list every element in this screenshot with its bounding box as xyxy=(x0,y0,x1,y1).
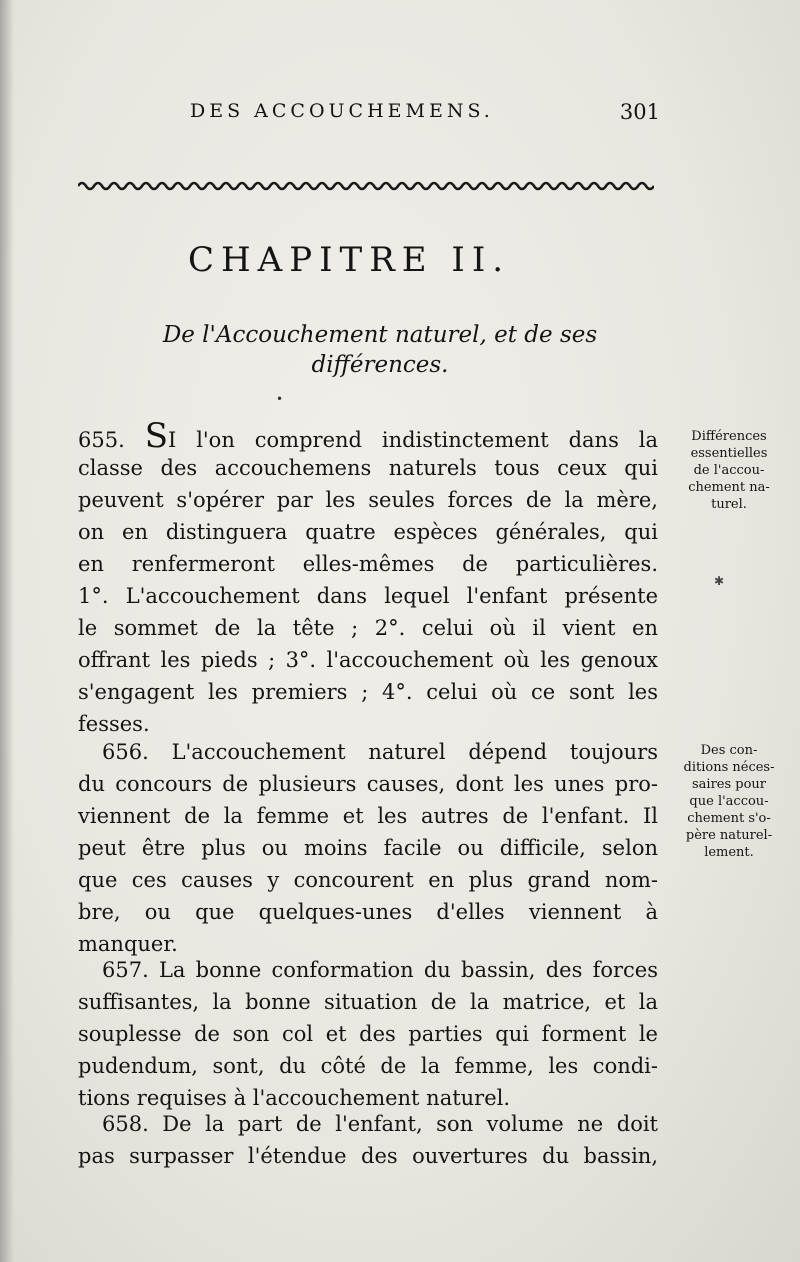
margin-note-line: Différences xyxy=(691,429,767,444)
paragraph-line: du concours de plusieurs causes, dont les unes pro- xyxy=(78,772,658,796)
subtitle-line: De l'Accouchement naturel, et de ses xyxy=(162,322,598,348)
margin-note-line: essentielles xyxy=(690,446,768,461)
page-gutter-shadow xyxy=(0,0,14,1262)
paragraph-line: tions requises à l'accouchement naturel. xyxy=(78,1086,511,1110)
paragraph-line: 656. L'accouchement naturel dépend toujours xyxy=(102,740,658,764)
chapter-title: CHAPITRE II. xyxy=(188,240,511,280)
paragraph-657 xyxy=(78,954,658,986)
margin-note-line: que l'accou- xyxy=(689,794,769,809)
paragraph-first-line: I l'on comprend indistinctement dans la xyxy=(167,428,658,452)
paragraph-line: fesses. xyxy=(78,712,150,736)
margin-note-656 xyxy=(662,742,796,861)
paragraph-line: on en distinguera quatre espèces générales, qui xyxy=(78,520,658,544)
paragraph-656 xyxy=(78,736,658,768)
chapter-subtitle xyxy=(100,320,660,380)
paragraph-line xyxy=(78,416,658,456)
paragraph-line: pas surpasser l'étendue des ouvertures du bassin, xyxy=(78,1144,658,1168)
margin-note-line: turel. xyxy=(711,497,747,512)
margin-note-655 xyxy=(662,428,796,513)
paragraph-line: souplesse de son col et des parties qui forment le xyxy=(78,1022,658,1046)
paragraph-line: pudendum, sont, du côté de la femme, les condi- xyxy=(78,1054,658,1078)
ornamental-rule xyxy=(78,180,654,192)
margin-note-line: de l'accou- xyxy=(693,463,765,478)
paragraph-line: peuvent s'opérer par les seules forces de la mère, xyxy=(78,488,658,512)
paragraph-line: viennent de la femme et les autres de l'enfant. Il xyxy=(78,804,658,828)
paragraph-655 xyxy=(78,416,658,740)
paragraph-line: suffisantes, la bonne situation de la matrice, et la xyxy=(78,990,658,1014)
subtitle-line: différences. xyxy=(311,352,449,378)
paragraph-number: 655. xyxy=(78,428,145,452)
paragraph-line: que ces causes y concourent en plus grand nom- xyxy=(78,868,658,892)
margin-note-line: chement s'o- xyxy=(687,811,771,826)
paragraph-657-body xyxy=(78,986,658,1114)
paragraph-658-body xyxy=(78,1140,658,1172)
paragraph-line: en renfermeront elles-mêmes de particulières. xyxy=(78,552,658,576)
paragraph-656-body xyxy=(78,768,658,960)
margin-note-line: chement na- xyxy=(688,480,770,495)
paragraph-658 xyxy=(78,1108,658,1140)
margin-note-line: Des con- xyxy=(700,743,758,758)
paragraph-line: peut être plus ou moins facile ou difficile, selon xyxy=(78,836,658,860)
running-title: DES ACCOUCHEMENS. xyxy=(190,100,494,122)
paragraph-line: 1°. L'accouchement dans lequel l'enfant présente xyxy=(78,584,658,608)
paragraph-line: 658. De la part de l'enfant, son volume ne doit xyxy=(102,1112,658,1136)
margin-note-line: saires pour xyxy=(691,777,767,792)
paragraph-line: offrant les pieds ; 3°. l'accouchement où les genoux xyxy=(78,648,658,672)
paragraph-line: bre, ou que quelques-unes d'elles viennent à xyxy=(78,900,658,924)
paragraph-line: manquer. xyxy=(78,932,178,956)
page-number: 301 xyxy=(619,100,660,124)
margin-note-line: lement. xyxy=(704,845,754,860)
paragraph-line: le sommet de la tête ; 2°. celui où il vient en xyxy=(78,616,658,640)
paragraph-line: s'engagent les premiers ; 4°. celui où ce sont les xyxy=(78,680,658,704)
drop-initial: S xyxy=(144,416,168,456)
ornament-dot: • xyxy=(276,392,284,406)
paragraph-line: classe des accouchemens naturels tous ceux qui xyxy=(78,456,658,480)
running-head xyxy=(190,100,660,130)
margin-note-line: ditions néces- xyxy=(683,760,775,775)
ornament-asterisk: ✱ xyxy=(714,574,725,588)
paragraph-line: 657. La bonne conformation du bassin, des forces xyxy=(102,958,658,982)
margin-note-line: père naturel- xyxy=(685,828,773,843)
